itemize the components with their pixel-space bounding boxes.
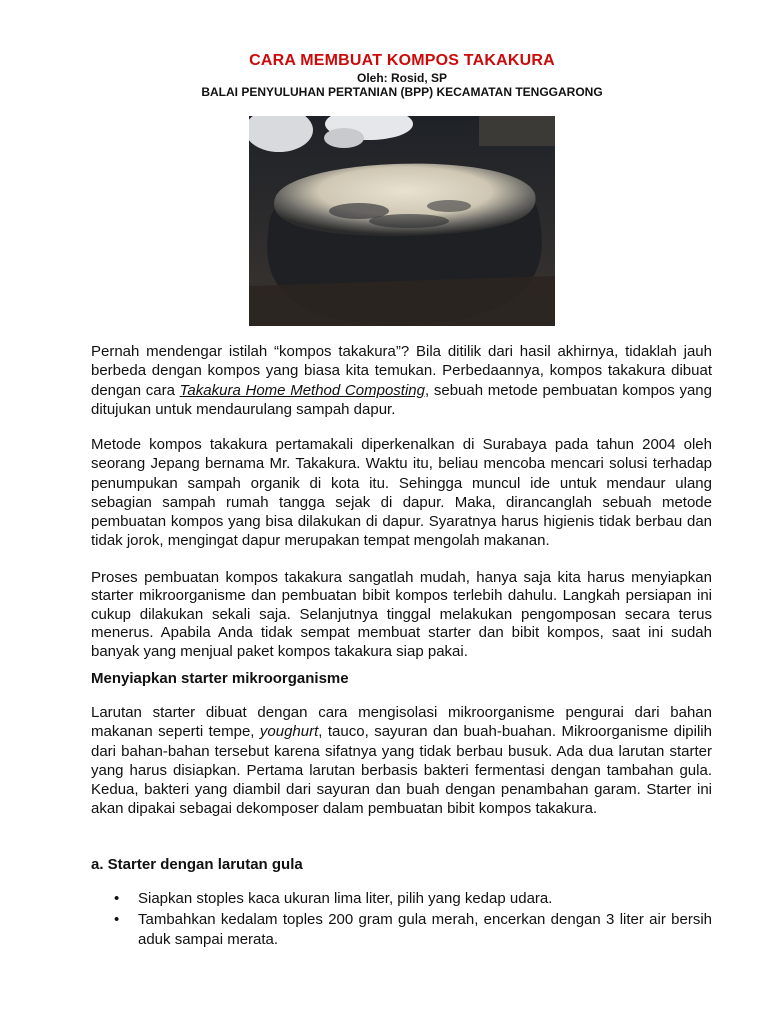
- intro-paragraph: [91, 342, 712, 419]
- compost-pile-photo: [249, 116, 555, 326]
- intro-text-start: Pernah mendengar istilah “kompos takakura”? Bila ditilik dari hasil akhirnya, tidaklah jauh berbeda dengan kompos yang biasa kita temukan. Perbedaannya, kompos takakura dibuat dengan cara: [91, 343, 712, 399]
- organization-line: BALAI PENYULUHAN PERTANIAN (BPP) KECAMATAN TENGGARONG: [201, 85, 603, 99]
- process-text: Proses pembuatan kompos takakura sangatlah mudah, hanya saja kita harus menyiapkan starter mikroorganisme dan pembuatan bibit kompos terlebih dahulu. Langkah persiapan ini cukup dilakukan sekali saja. Selanjutnya tinggal melakukan pengomposan secara terus menerus. Apabila Anda tidak sempat membuat starter dan bibit kompos, saat ini sudah banyak yang menjual paket kompos takakura siap pakai.: [91, 569, 712, 660]
- history-text: Metode kompos takakura pertamakali diperkenalkan di Surabaya pada tahun 2004 oleh seorang Jepang bernama Mr. Takakura. Waktu itu, beliau mencoba mencari solusi terhadap penumpukan sampah organik di kota itu. Sehingga muncul ide untuk mendaur ulang sebagian sampah rumah tangga sejak di dapur. Maka, dirancanglah sebuah metode pembuatan kompos yang bisa dilakukan di dapur. Syaratnya harus higienis tidak berbau dan tidak jorok, mengingat dapur merupakan tempat mengolah makanan.: [91, 436, 712, 550]
- process-paragraph: [91, 569, 712, 661]
- list-item: [91, 910, 712, 949]
- author-line: Oleh: Rosid, SP: [356, 71, 447, 85]
- bullet-icon: •: [114, 890, 120, 907]
- bullet-icon: •: [114, 911, 120, 929]
- document-title: CARA MEMBUAT KOMPOS TAKAKURA: [249, 52, 555, 69]
- history-paragraph: [91, 435, 712, 551]
- steps-list: [91, 889, 712, 951]
- takakura-method-link[interactable]: Takakura Home Method Composting: [179, 381, 425, 399]
- subsection-heading-sugar-starter: a. Starter dengan larutan gula: [91, 856, 303, 873]
- compost-pile-image: [249, 116, 555, 326]
- list-item-text: Siapkan stoples kaca ukuran lima liter, pilih yang kedap udara.: [138, 890, 553, 907]
- youghurt-italic: youghurt: [259, 723, 319, 741]
- section-heading-starter: Menyiapkan starter mikroorganisme: [91, 670, 349, 687]
- list-item-text: Tambahkan kedalam toples 200 gram gula merah, encerkan dengan 3 liter air bersih aduk sampai merata.: [138, 911, 712, 948]
- intro-text-end: , sebuah metode pembuatan kompos yang ditujukan untuk mendaurulang sampah dapur.: [91, 381, 712, 418]
- starter-text-start: Larutan starter dibuat dengan cara mengisolasi mikroorganisme pengurai dari bahan makanan seperti tempe,: [91, 704, 712, 741]
- list-item: [91, 889, 712, 908]
- starter-text-end: , tauco, sayuran dan buah-buahan. Mikroorganisme dipilih dari bahan-bahan tersebut karena sifatnya yang tidak berbau busuk. Ada dua larutan starter yang harus disiapkan. Pertama larutan berbasis bakteri fermentasi dengan tambahan gula. Kedua, bakteri yang diambil dari sayuran dan buah dengan penambahan garam. Starter ini akan dipakai sebagai dekomposer dalam pembuatan bibit kompos takakura.: [91, 723, 712, 818]
- starter-paragraph: [91, 703, 712, 819]
